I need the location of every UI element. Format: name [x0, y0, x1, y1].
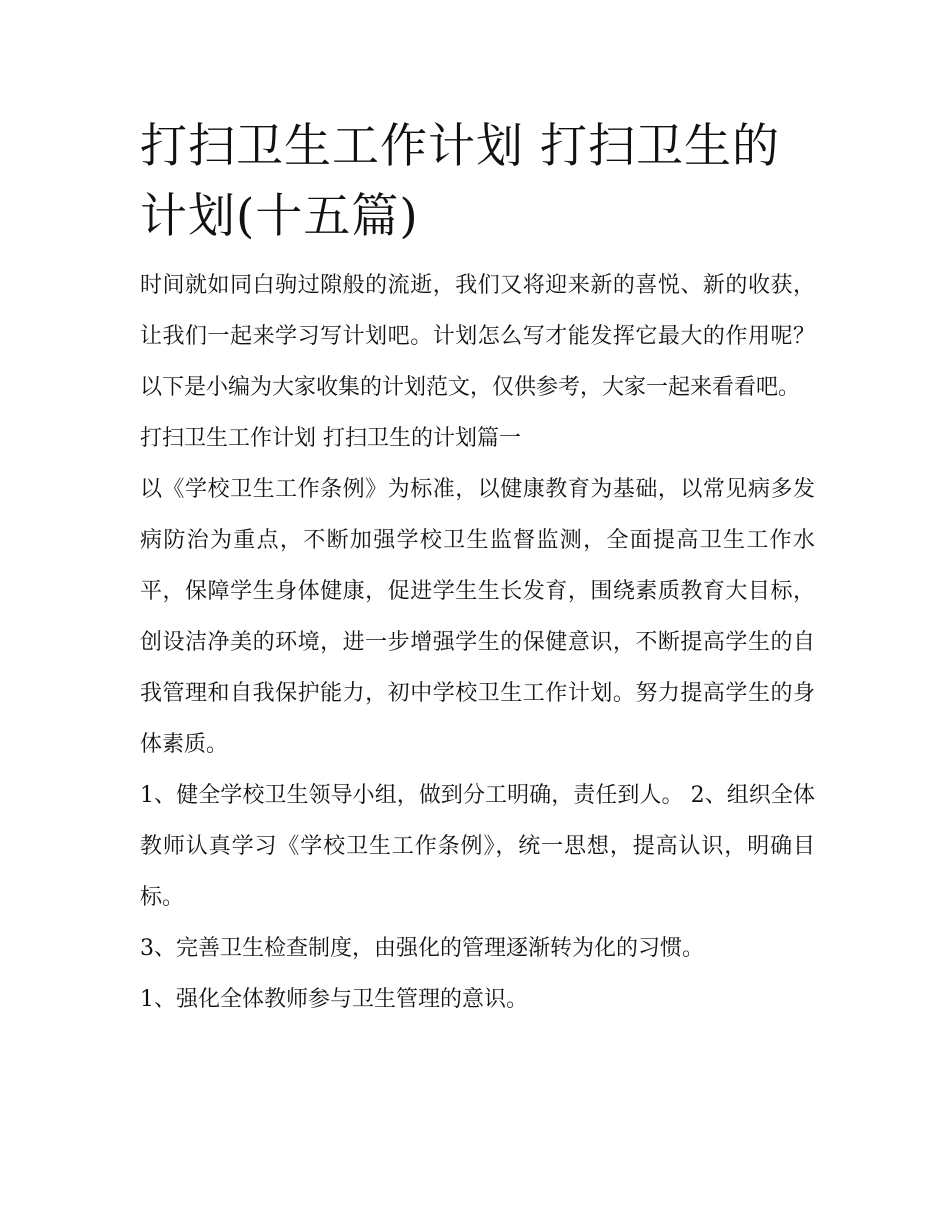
document-content — [140, 112, 815, 1025]
list-item-3: 3、完善卫生检查制度，由强化的管理逐渐转为化的习惯。 — [140, 936, 704, 961]
document-title: 打扫卫生工作计划 打扫卫生的计划(十五篇) — [140, 119, 780, 244]
list-item-1-2: 1、健全学校卫生领导小组，做到分工明确，责任到人。 2、组织全体教师认真学习《学校卫生工作条例》，统一思想，提高认识，明确目标。 — [140, 783, 815, 910]
section-heading: 打扫卫生工作计划 打扫卫生的计划篇一 — [140, 426, 521, 451]
intro-paragraph: 时间就如同白驹过隙般的流逝，我们又将迎来新的喜悦、新的收获，让我们一起来学习写计划吧。计划怎么写才能发挥它最大的作用呢？以下是小编为大家收集的计划范文，仅供参考，大家一起来看看吧。 — [140, 273, 815, 400]
body-paragraph: 以《学校卫生工作条例》为标准，以健康教育为基础，以常见病多发病防治为重点，不断加强学校卫生监督监测，全面提高卫生工作水平，保障学生身体健康，促进学生生长发育，围绕素质教育大目标，创设洁净美的环境，进一步增强学生的保健意识，不断提高学生的自我管理和自我保护能力，初中学校卫生工作计划。努力提高学生的身体素质。 — [140, 477, 815, 757]
list-item-1b: 1、强化全体教师参与卫生管理的意识。 — [140, 987, 528, 1012]
